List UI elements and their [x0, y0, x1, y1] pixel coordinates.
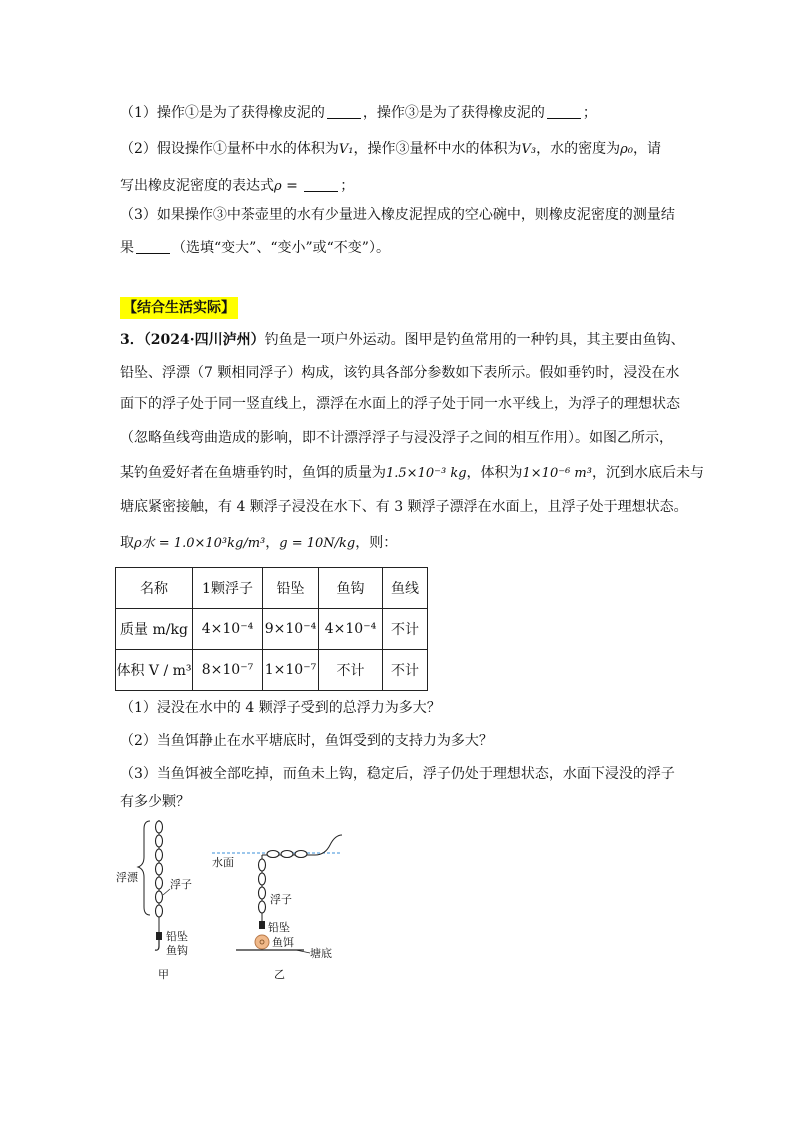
bobber-label: 浮子: [170, 878, 192, 891]
table-cell: 不计: [383, 650, 428, 691]
float-label: 浮漂: [116, 871, 138, 884]
bait-volume: 1×10⁻⁶ m³: [522, 466, 592, 481]
problem-3-line-4: [120, 428, 680, 448]
problem-3-line-5: [120, 463, 704, 484]
hook-label: 鱼钩: [166, 944, 188, 957]
sinker-icon: [259, 921, 265, 929]
figure-caption-yi: 乙: [274, 968, 285, 981]
problem-3-line-7: [120, 533, 680, 554]
hook-icon: [155, 940, 159, 950]
text: （2）假设操作①量杯中水的体积为: [120, 141, 339, 157]
text: ；: [340, 178, 355, 194]
table-cell: 不计: [383, 609, 428, 650]
answer-blank: [136, 239, 170, 254]
table-cell: 8×10⁻⁷: [193, 650, 263, 691]
text: （1）操作①是为了获得橡皮泥的: [120, 105, 325, 121]
question-part-1: [120, 103, 680, 123]
table-header-cell: 1颗浮子: [193, 568, 263, 609]
problem-3-line-6: [120, 497, 688, 517]
text: （忽略鱼线弯曲造成的影响，即不计漂浮浮子与浸没浮子之间的相互作用）。如图乙所示，: [120, 430, 673, 446]
table-header-cell: 铅坠: [263, 568, 319, 609]
figure-yi: [212, 835, 342, 981]
text: （3）如果操作③中茶壶里的水有少量进入橡皮泥捏成的空心碗中，则橡皮泥密度的测量结: [120, 207, 675, 223]
text: 塘底紧密接触，有 4 颗浮子浸没在水下、有 3 颗浮子漂浮在水面上，且浮子处于理想状态。: [120, 499, 688, 515]
fishing-tackle-figure: [110, 815, 360, 985]
section-tag: 【结合生活实际】: [120, 297, 238, 319]
table-cell: 不计: [319, 650, 383, 691]
text: （3）当鱼饵被全部吃掉，而鱼未上钩，稳定后，浮子仍处于理想状态，水面下浸没的浮子: [120, 766, 675, 782]
text: ，: [265, 535, 280, 551]
text: ，则：: [355, 535, 398, 551]
question-part-2-line-1: [120, 139, 680, 160]
answer-blank: [327, 104, 361, 119]
problem-3-line-2: [120, 363, 680, 383]
variable-v3: V₃: [521, 142, 537, 157]
text: ，操作③是为了获得橡皮泥的: [362, 105, 545, 121]
problem-source: （2024·四川泸州）: [143, 332, 265, 348]
table-header-cell: 鱼线: [383, 568, 428, 609]
brace-icon: [138, 821, 150, 915]
problem-3-line-3: [120, 394, 680, 414]
problem-number: 3．: [120, 332, 144, 348]
variable-rho: ρ: [274, 179, 282, 194]
table-row: [116, 609, 428, 650]
text: ，体积为: [466, 465, 523, 481]
table-header-row: [116, 568, 428, 609]
table-row: [116, 650, 428, 691]
text: （1）浸没在水中的 4 颗浮子受到的总浮力为多大？: [120, 700, 441, 716]
table-cell: 4×10⁻⁴: [193, 609, 263, 650]
text: 某钓鱼爱好者在鱼塘垂钓时，鱼饵的质量为: [120, 465, 386, 481]
table-cell: 体积 V / m³: [116, 650, 193, 691]
bobber-label: 浮子: [270, 893, 292, 906]
bait-icon: [255, 935, 269, 949]
variable-rho0: ρ₀: [620, 142, 633, 157]
question-part-3-line-1: [120, 205, 680, 225]
text: ，操作③量杯中水的体积为: [353, 141, 522, 157]
text: 铅坠、浮漂（7 颗相同浮子）构成，该钓具各部分参数如下表所示。假如垂钓时，浸没在水: [120, 365, 680, 381]
table-header-cell: 鱼钩: [319, 568, 383, 609]
text: 有多少颗？: [120, 794, 190, 810]
sinker-label: 铅坠: [166, 930, 188, 943]
text: ，水的密度为: [536, 141, 621, 157]
table-cell: 1×10⁻⁷: [263, 650, 319, 691]
text: ，请: [633, 141, 661, 157]
problem-3-line-1: [120, 330, 685, 350]
table-cell: 4×10⁻⁴: [319, 609, 383, 650]
question-part-3-line-2: [120, 238, 680, 258]
parameter-table: [115, 567, 428, 691]
figure-caption-jia: 甲: [158, 968, 169, 981]
sub-question-3-line-1: [120, 764, 680, 784]
water-density: ρ水 = 1.0×10³kg/m³: [134, 536, 266, 551]
table-header-cell: 名称: [116, 568, 193, 609]
gravity-constant: g = 10N/kg: [279, 536, 356, 551]
text: 写出橡皮泥密度的表达式: [120, 178, 274, 194]
text: =: [281, 178, 303, 194]
question-part-2-line-2: [120, 176, 680, 197]
text: ，沉到水底后未与: [591, 465, 704, 481]
sub-question-3-line-2: [120, 792, 680, 812]
sub-question-1: [120, 698, 680, 718]
figure-jia: [116, 820, 192, 981]
text: 取: [120, 535, 134, 551]
table-cell: 质量 m/kg: [116, 609, 193, 650]
bobber-chain-icon: [156, 821, 163, 917]
sub-question-2: [120, 731, 680, 751]
table-cell: 9×10⁻⁴: [263, 609, 319, 650]
water-surface-label: 水面: [212, 856, 234, 869]
floating-bobbers-icon: [267, 851, 307, 858]
bait-mass: 1.5×10⁻³ kg: [386, 466, 467, 481]
text: 钓鱼是一项户外运动。图甲是钓鱼常用的一种钓具，其主要由鱼钩、: [264, 332, 685, 348]
bait-label: 鱼饵: [272, 936, 294, 949]
answer-blank: [304, 177, 338, 192]
sinker-label: 铅坠: [268, 921, 290, 934]
sinker-icon: [156, 932, 162, 940]
answer-blank: [547, 104, 581, 119]
text: 面下的浮子处于同一竖直线上，漂浮在水面上的浮子处于同一水平线上，为浮子的理想状态: [120, 396, 680, 412]
variable-v1: V₁: [338, 142, 354, 157]
fishing-line-icon: [315, 835, 342, 855]
text: （2）当鱼饵静止在水平塘底时，鱼饵受到的支持力为多大？: [120, 733, 493, 749]
text: 果: [120, 240, 134, 256]
text: ；: [582, 105, 597, 121]
pond-bottom-label: 塘底: [310, 947, 332, 960]
text: （选填“变大”、“变小”或“不变”）。: [172, 240, 390, 256]
